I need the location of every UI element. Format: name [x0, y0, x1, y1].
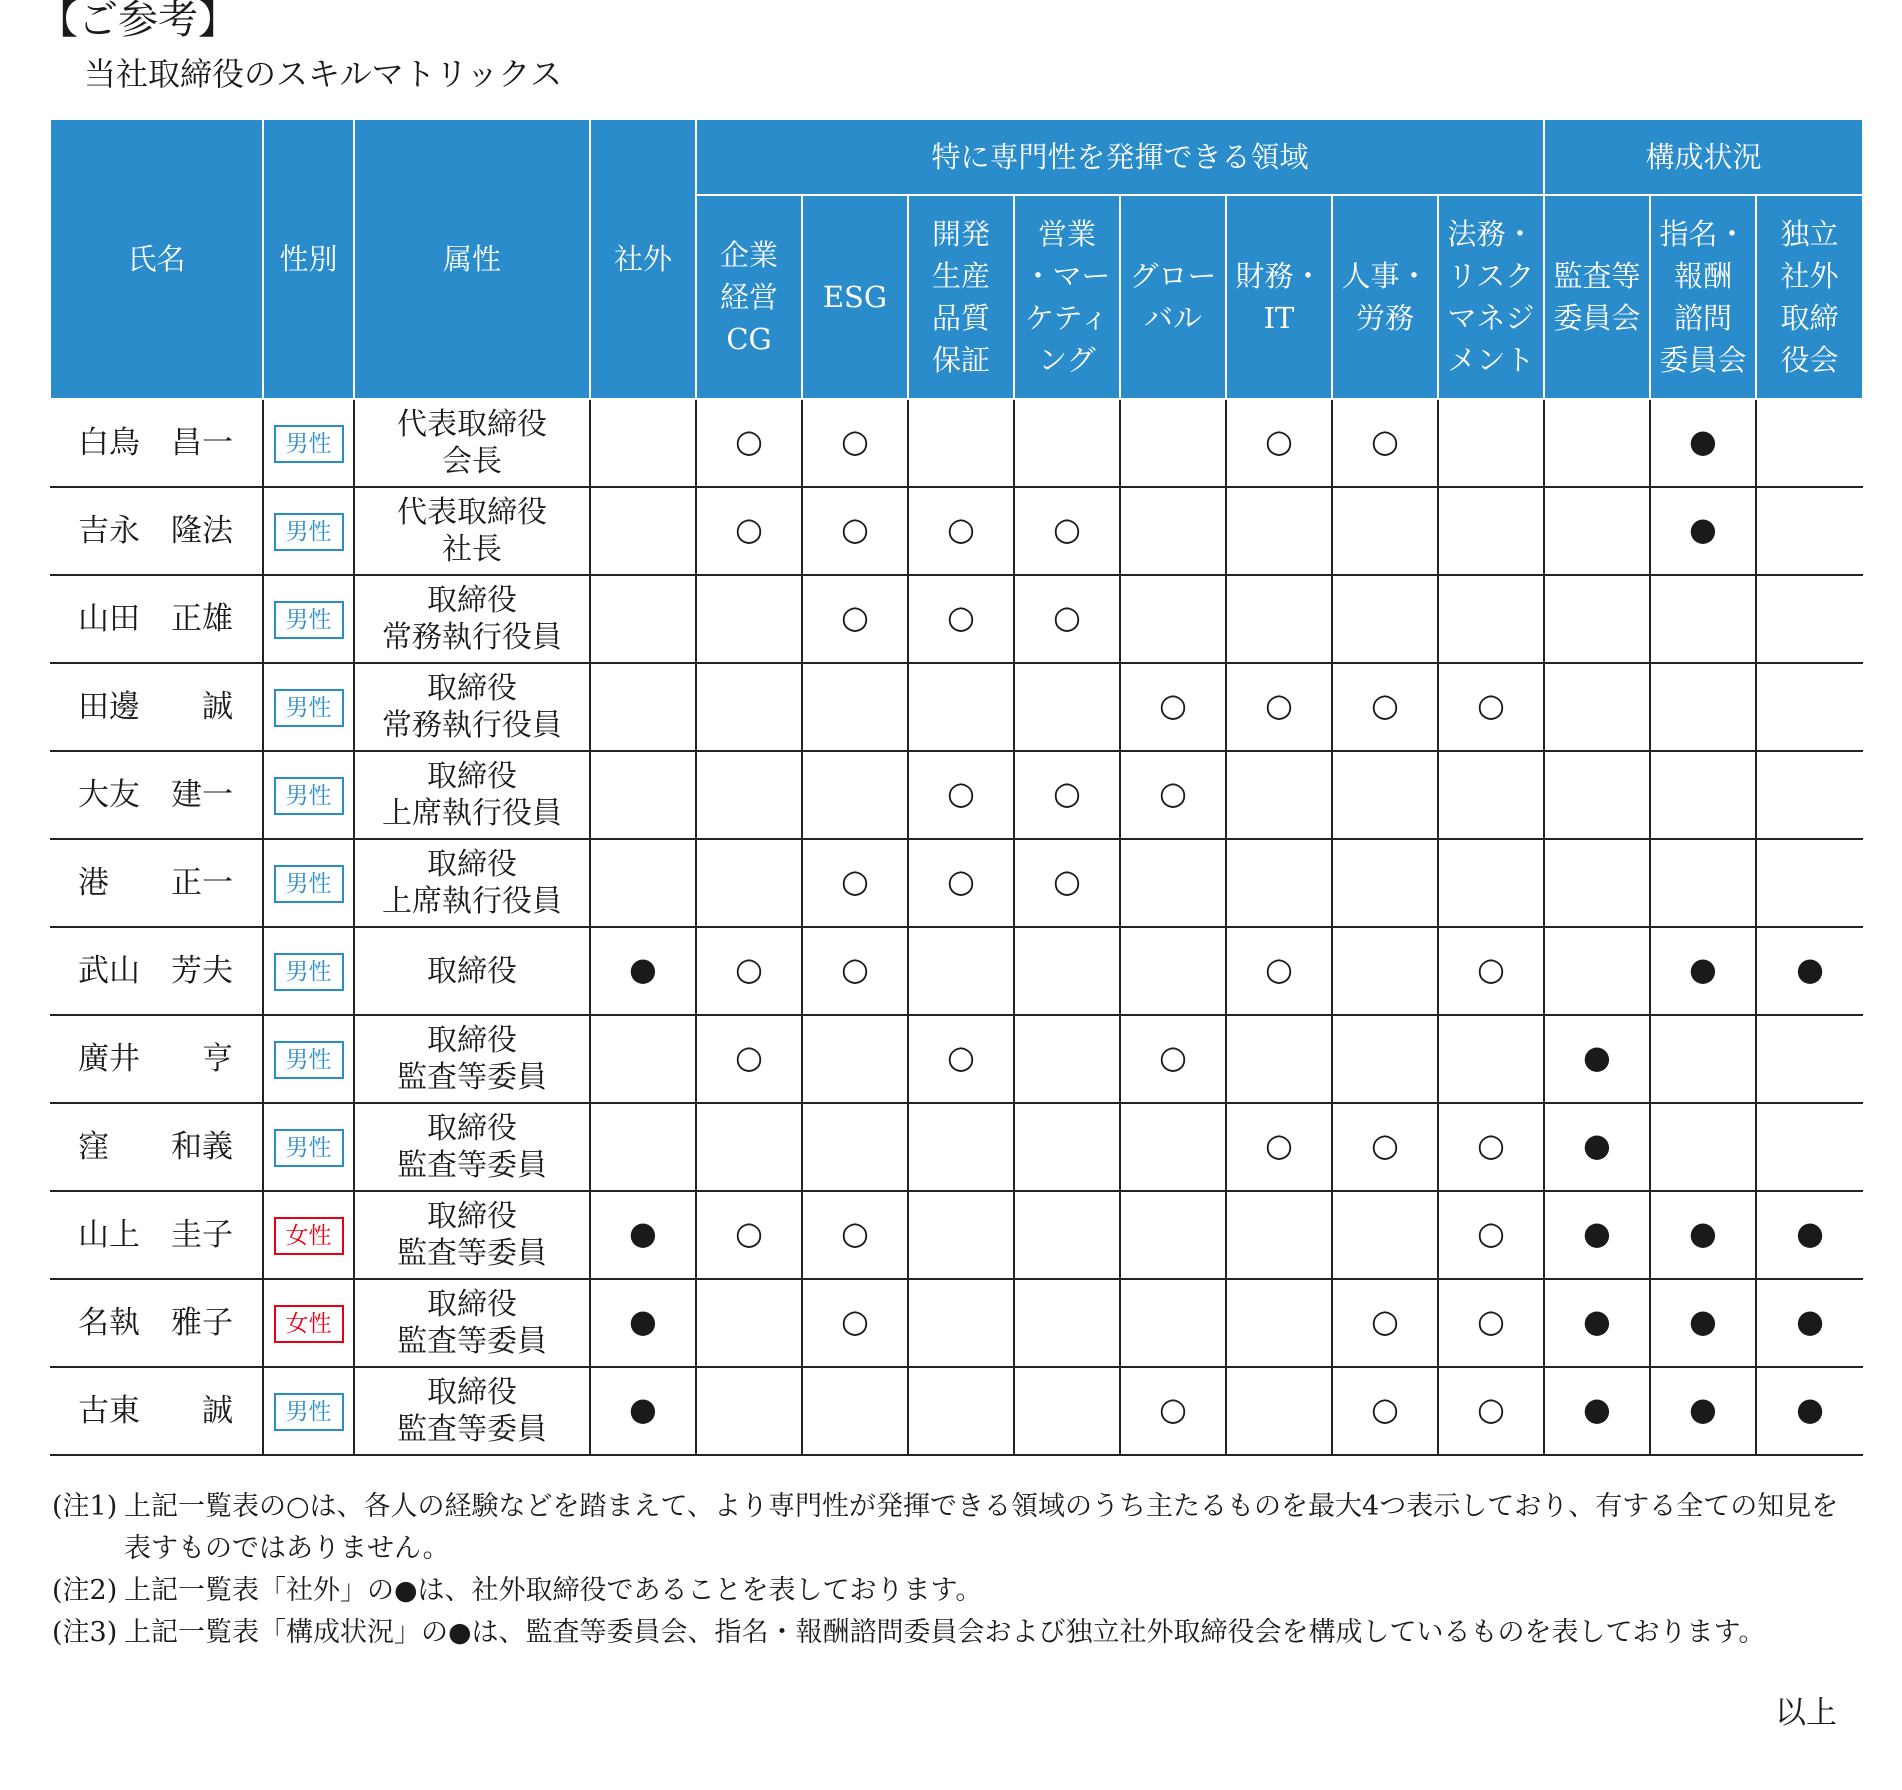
open-circle-mark: ○	[1053, 598, 1081, 636]
header-expertise-1: ESG	[802, 195, 908, 399]
mark-cell	[1438, 751, 1544, 839]
director-name: 田邊 誠	[50, 663, 263, 751]
mark-cell	[802, 751, 908, 839]
mark-cell	[802, 663, 908, 751]
mark-cell	[696, 663, 802, 751]
gender-cell	[263, 487, 354, 575]
filled-circle-mark: ●	[1583, 1302, 1611, 1340]
open-circle-mark: ○	[1159, 1038, 1187, 1076]
mark-cell	[1650, 1015, 1756, 1103]
open-circle-mark: ○	[1265, 422, 1293, 460]
gender-badge: 男性	[274, 1041, 344, 1079]
open-circle-mark: ○	[947, 510, 975, 548]
mark-cell	[1756, 1367, 1863, 1455]
director-attribute: 取締役 監査等委員	[354, 1367, 590, 1455]
director-attribute: 代表取締役 社長	[354, 487, 590, 575]
note-label: (注1)	[52, 1491, 118, 1522]
gender-cell	[263, 1279, 354, 1367]
mark-cell	[1120, 1279, 1226, 1367]
open-circle-mark: ○	[1371, 1126, 1399, 1164]
mark-cell	[1438, 839, 1544, 927]
mark-cell	[1544, 487, 1650, 575]
mark-cell	[1650, 487, 1756, 575]
mark-cell	[1014, 1103, 1120, 1191]
gender-badge: 男性	[274, 1393, 344, 1431]
header-name: 氏名	[50, 119, 263, 399]
mark-cell	[1014, 487, 1120, 575]
mark-cell	[1226, 751, 1332, 839]
mark-cell	[1120, 1015, 1226, 1103]
mark-cell	[802, 575, 908, 663]
mark-cell	[1650, 1191, 1756, 1279]
mark-cell	[590, 663, 696, 751]
header-expertise-6: 人事・ 労務	[1332, 195, 1438, 399]
filled-circle-mark: ●	[629, 1302, 657, 1340]
note-item	[52, 1486, 1852, 1570]
mark-cell	[1438, 927, 1544, 1015]
mark-cell	[696, 927, 802, 1015]
open-circle-mark: ○	[1477, 1390, 1505, 1428]
mark-cell	[908, 1103, 1014, 1191]
open-circle-mark: ○	[841, 510, 869, 548]
mark-cell	[590, 399, 696, 487]
mark-cell	[696, 399, 802, 487]
gender-badge: 男性	[274, 689, 344, 727]
mark-cell	[1332, 1015, 1438, 1103]
mark-cell	[1226, 927, 1332, 1015]
mark-cell	[908, 839, 1014, 927]
header-composition-group: 構成状況	[1544, 119, 1863, 195]
director-name: 山上 圭子	[50, 1191, 263, 1279]
mark-cell	[1332, 927, 1438, 1015]
mark-cell	[1650, 839, 1756, 927]
header-attribute: 属性	[354, 119, 590, 399]
table-row	[50, 399, 1863, 487]
mark-cell	[1756, 1103, 1863, 1191]
gender-cell	[263, 1015, 354, 1103]
director-attribute: 取締役 上席執行役員	[354, 751, 590, 839]
mark-cell	[908, 1367, 1014, 1455]
mark-cell	[1332, 1191, 1438, 1279]
mark-cell	[696, 751, 802, 839]
gender-badge: 女性	[274, 1305, 344, 1343]
note-item	[52, 1612, 1852, 1654]
mark-cell	[802, 1103, 908, 1191]
mark-cell	[1332, 839, 1438, 927]
header-expertise-0: 企業 経営 CG	[696, 195, 802, 399]
table-row	[50, 927, 1863, 1015]
gender-badge: 女性	[274, 1217, 344, 1255]
mark-cell	[802, 1279, 908, 1367]
mark-cell	[1014, 751, 1120, 839]
open-circle-mark: ○	[1053, 862, 1081, 900]
mark-cell	[802, 1367, 908, 1455]
table-row	[50, 1279, 1863, 1367]
director-name: 港 正一	[50, 839, 263, 927]
table-row	[50, 487, 1863, 575]
gender-cell	[263, 1103, 354, 1191]
mark-cell	[696, 487, 802, 575]
mark-cell	[1226, 1367, 1332, 1455]
mark-cell	[1226, 1103, 1332, 1191]
mark-cell	[696, 839, 802, 927]
open-circle-mark: ○	[1371, 1390, 1399, 1428]
mark-cell	[1120, 487, 1226, 575]
mark-cell	[1650, 1103, 1756, 1191]
mark-cell	[1544, 1367, 1650, 1455]
header-expertise-group: 特に専門性を発揮できる領域	[696, 119, 1544, 195]
header-expertise-2: 開発 生産 品質 保証	[908, 195, 1014, 399]
mark-cell	[1226, 839, 1332, 927]
mark-cell	[1438, 1103, 1544, 1191]
filled-circle-mark: ●	[629, 1214, 657, 1252]
director-name: 古東 誠	[50, 1367, 263, 1455]
mark-cell	[908, 575, 1014, 663]
header-gender: 性別	[263, 119, 354, 399]
mark-cell	[1014, 1191, 1120, 1279]
mark-cell	[1544, 751, 1650, 839]
filled-circle-mark: ●	[1796, 1390, 1824, 1428]
gender-badge: 男性	[274, 777, 344, 815]
mark-cell	[1544, 663, 1650, 751]
filled-circle-mark: ●	[1583, 1126, 1611, 1164]
open-circle-mark: ○	[841, 422, 869, 460]
mark-cell	[1438, 663, 1544, 751]
open-circle-mark: ○	[841, 862, 869, 900]
director-name: 吉永 隆法	[50, 487, 263, 575]
mark-cell	[1120, 751, 1226, 839]
mark-cell	[802, 839, 908, 927]
mark-cell	[1014, 1367, 1120, 1455]
mark-cell	[590, 487, 696, 575]
open-circle-mark: ○	[1159, 686, 1187, 724]
table-row	[50, 1191, 1863, 1279]
mark-cell	[590, 575, 696, 663]
gender-cell	[263, 1367, 354, 1455]
open-circle-mark: ○	[735, 1214, 763, 1252]
mark-cell	[1120, 1367, 1226, 1455]
note-text: 上記一覧表「構成状況」の●は、監査等委員会、指名・報酬諮問委員会および独立社外取締役会を構成しているものを表しております。	[124, 1617, 1766, 1648]
mark-cell	[1438, 1015, 1544, 1103]
mark-cell	[1014, 927, 1120, 1015]
mark-cell	[1226, 399, 1332, 487]
mark-cell	[1438, 1191, 1544, 1279]
mark-cell	[1226, 1279, 1332, 1367]
mark-cell	[1120, 839, 1226, 927]
header-expertise-5: 財務・ IT	[1226, 195, 1332, 399]
mark-cell	[1438, 1279, 1544, 1367]
mark-cell	[1756, 1191, 1863, 1279]
mark-cell	[1544, 1015, 1650, 1103]
open-circle-mark: ○	[947, 774, 975, 812]
header-outside: 社外	[590, 119, 696, 399]
mark-cell	[1650, 751, 1756, 839]
gender-cell	[263, 575, 354, 663]
mark-cell	[1332, 1279, 1438, 1367]
subtitle: 当社取締役のスキルマトリックス	[84, 55, 563, 93]
filled-circle-mark: ●	[1689, 950, 1717, 988]
filled-circle-mark: ●	[1689, 1302, 1717, 1340]
gender-badge: 男性	[274, 425, 344, 463]
note-text: 上記一覧表の○は、各人の経験などを踏まえて、より専門性が発揮できる領域のうち主たるものを最大4つ表示しており、有する全ての知見を表すものではありません。	[124, 1491, 1839, 1564]
mark-cell	[1544, 839, 1650, 927]
table-row	[50, 575, 1863, 663]
mark-cell	[1332, 399, 1438, 487]
mark-cell	[908, 1191, 1014, 1279]
mark-cell	[802, 487, 908, 575]
mark-cell	[1120, 663, 1226, 751]
mark-cell	[908, 487, 1014, 575]
mark-cell	[696, 575, 802, 663]
filled-circle-mark: ●	[1796, 1214, 1824, 1252]
director-name: 窪 和義	[50, 1103, 263, 1191]
open-circle-mark: ○	[1371, 422, 1399, 460]
open-circle-mark: ○	[1477, 1214, 1505, 1252]
mark-cell	[1014, 399, 1120, 487]
gender-badge: 男性	[274, 513, 344, 551]
filled-circle-mark: ●	[1689, 510, 1717, 548]
mark-cell	[1756, 663, 1863, 751]
mark-cell	[1756, 399, 1863, 487]
open-circle-mark: ○	[735, 950, 763, 988]
director-attribute: 取締役 監査等委員	[354, 1191, 590, 1279]
mark-cell	[1120, 399, 1226, 487]
gender-cell	[263, 399, 354, 487]
director-attribute: 代表取締役 会長	[354, 399, 590, 487]
mark-cell	[1014, 1015, 1120, 1103]
skill-matrix-table	[49, 118, 1864, 1456]
mark-cell	[1226, 487, 1332, 575]
mark-cell	[1650, 663, 1756, 751]
gender-badge: 男性	[274, 953, 344, 991]
mark-cell	[1014, 839, 1120, 927]
mark-cell	[590, 1279, 696, 1367]
mark-cell	[802, 1015, 908, 1103]
mark-cell	[1438, 575, 1544, 663]
mark-cell	[1544, 927, 1650, 1015]
mark-cell	[908, 399, 1014, 487]
director-name: 廣井 亨	[50, 1015, 263, 1103]
header-expertise-7: 法務・ リスク マネジ メント	[1438, 195, 1544, 399]
director-attribute: 取締役	[354, 927, 590, 1015]
mark-cell	[590, 1103, 696, 1191]
mark-cell	[1544, 1191, 1650, 1279]
open-circle-mark: ○	[1159, 1390, 1187, 1428]
mark-cell	[1332, 487, 1438, 575]
director-attribute: 取締役 監査等委員	[354, 1103, 590, 1191]
mark-cell	[1332, 751, 1438, 839]
open-circle-mark: ○	[1265, 1126, 1293, 1164]
mark-cell	[802, 1191, 908, 1279]
mark-cell	[908, 927, 1014, 1015]
mark-cell	[1332, 663, 1438, 751]
gender-cell	[263, 927, 354, 1015]
open-circle-mark: ○	[1371, 1302, 1399, 1340]
note-label: (注2)	[52, 1575, 118, 1606]
director-name: 白鳥 昌一	[50, 399, 263, 487]
mark-cell	[590, 927, 696, 1015]
header-expertise-3: 営業 ・マー ケティ ング	[1014, 195, 1120, 399]
header-composition-0: 監査等 委員会	[1544, 195, 1650, 399]
mark-cell	[1650, 575, 1756, 663]
mark-cell	[802, 399, 908, 487]
director-attribute: 取締役 監査等委員	[354, 1279, 590, 1367]
mark-cell	[1544, 1279, 1650, 1367]
mark-cell	[1226, 575, 1332, 663]
mark-cell	[908, 1015, 1014, 1103]
mark-cell	[696, 1103, 802, 1191]
open-circle-mark: ○	[1477, 686, 1505, 724]
mark-cell	[802, 927, 908, 1015]
table-row	[50, 1103, 1863, 1191]
gender-cell	[263, 751, 354, 839]
mark-cell	[590, 1367, 696, 1455]
mark-cell	[1544, 1103, 1650, 1191]
director-attribute: 取締役 常務執行役員	[354, 575, 590, 663]
mark-cell	[696, 1367, 802, 1455]
mark-cell	[1756, 751, 1863, 839]
gender-cell	[263, 1191, 354, 1279]
gender-cell	[263, 663, 354, 751]
table-row	[50, 751, 1863, 839]
mark-cell	[590, 751, 696, 839]
heading: 【ご参考】	[38, 0, 238, 43]
mark-cell	[1650, 1279, 1756, 1367]
filled-circle-mark: ●	[1583, 1038, 1611, 1076]
mark-cell	[1544, 399, 1650, 487]
open-circle-mark: ○	[1477, 1302, 1505, 1340]
mark-cell	[696, 1015, 802, 1103]
gender-badge: 男性	[274, 865, 344, 903]
open-circle-mark: ○	[1477, 1126, 1505, 1164]
header-composition-2: 独立 社外 取締 役会	[1756, 195, 1863, 399]
open-circle-mark: ○	[1265, 686, 1293, 724]
open-circle-mark: ○	[841, 950, 869, 988]
mark-cell	[1544, 575, 1650, 663]
open-circle-mark: ○	[947, 598, 975, 636]
filled-circle-mark: ●	[1796, 1302, 1824, 1340]
director-attribute: 取締役 上席執行役員	[354, 839, 590, 927]
open-circle-mark: ○	[947, 1038, 975, 1076]
open-circle-mark: ○	[735, 422, 763, 460]
mark-cell	[1438, 487, 1544, 575]
mark-cell	[1332, 575, 1438, 663]
filled-circle-mark: ●	[1796, 950, 1824, 988]
mark-cell	[908, 663, 1014, 751]
mark-cell	[1650, 399, 1756, 487]
note-text: 上記一覧表「社外」の●は、社外取締役であることを表しております。	[124, 1575, 983, 1606]
open-circle-mark: ○	[841, 1302, 869, 1340]
open-circle-mark: ○	[841, 598, 869, 636]
mark-cell	[1014, 575, 1120, 663]
gender-cell	[263, 839, 354, 927]
filled-circle-mark: ●	[1583, 1214, 1611, 1252]
director-attribute: 取締役 監査等委員	[354, 1015, 590, 1103]
open-circle-mark: ○	[1053, 510, 1081, 548]
notes	[52, 1486, 1852, 1654]
mark-cell	[696, 1279, 802, 1367]
filled-circle-mark: ●	[629, 1390, 657, 1428]
closing-text: 以上	[1775, 1695, 1837, 1731]
director-name: 山田 正雄	[50, 575, 263, 663]
header-expertise-4: グロー バル	[1120, 195, 1226, 399]
filled-circle-mark: ●	[1689, 1214, 1717, 1252]
gender-badge: 男性	[274, 601, 344, 639]
open-circle-mark: ○	[1053, 774, 1081, 812]
mark-cell	[1650, 927, 1756, 1015]
table-row	[50, 839, 1863, 927]
mark-cell	[1332, 1367, 1438, 1455]
mark-cell	[1120, 575, 1226, 663]
open-circle-mark: ○	[1265, 950, 1293, 988]
open-circle-mark: ○	[735, 510, 763, 548]
mark-cell	[1756, 575, 1863, 663]
table-row	[50, 1015, 1863, 1103]
mark-cell	[1756, 487, 1863, 575]
open-circle-mark: ○	[1371, 686, 1399, 724]
director-name: 大友 建一	[50, 751, 263, 839]
mark-cell	[908, 1279, 1014, 1367]
open-circle-mark: ○	[841, 1214, 869, 1252]
mark-cell	[1120, 1191, 1226, 1279]
mark-cell	[1226, 663, 1332, 751]
mark-cell	[1120, 1103, 1226, 1191]
mark-cell	[1756, 839, 1863, 927]
mark-cell	[1756, 927, 1863, 1015]
filled-circle-mark: ●	[629, 950, 657, 988]
note-item	[52, 1570, 1852, 1612]
mark-cell	[1332, 1103, 1438, 1191]
open-circle-mark: ○	[1477, 950, 1505, 988]
mark-cell	[696, 1191, 802, 1279]
filled-circle-mark: ●	[1689, 422, 1717, 460]
note-label: (注3)	[52, 1617, 118, 1648]
mark-cell	[1438, 1367, 1544, 1455]
open-circle-mark: ○	[735, 1038, 763, 1076]
table-row	[50, 1367, 1863, 1455]
director-name: 名執 雅子	[50, 1279, 263, 1367]
mark-cell	[1438, 399, 1544, 487]
open-circle-mark: ○	[1159, 774, 1187, 812]
director-name: 武山 芳夫	[50, 927, 263, 1015]
mark-cell	[1226, 1191, 1332, 1279]
mark-cell	[590, 839, 696, 927]
director-attribute: 取締役 常務執行役員	[354, 663, 590, 751]
filled-circle-mark: ●	[1583, 1390, 1611, 1428]
mark-cell	[1014, 1279, 1120, 1367]
mark-cell	[1650, 1367, 1756, 1455]
mark-cell	[590, 1015, 696, 1103]
header-composition-1: 指名・ 報酬 諮問 委員会	[1650, 195, 1756, 399]
open-circle-mark: ○	[947, 862, 975, 900]
mark-cell	[908, 751, 1014, 839]
table-row	[50, 663, 1863, 751]
mark-cell	[1226, 1015, 1332, 1103]
mark-cell	[1756, 1279, 1863, 1367]
filled-circle-mark: ●	[1689, 1390, 1717, 1428]
gender-badge: 男性	[274, 1129, 344, 1167]
mark-cell	[590, 1191, 696, 1279]
mark-cell	[1120, 927, 1226, 1015]
mark-cell	[1756, 1015, 1863, 1103]
mark-cell	[1014, 663, 1120, 751]
